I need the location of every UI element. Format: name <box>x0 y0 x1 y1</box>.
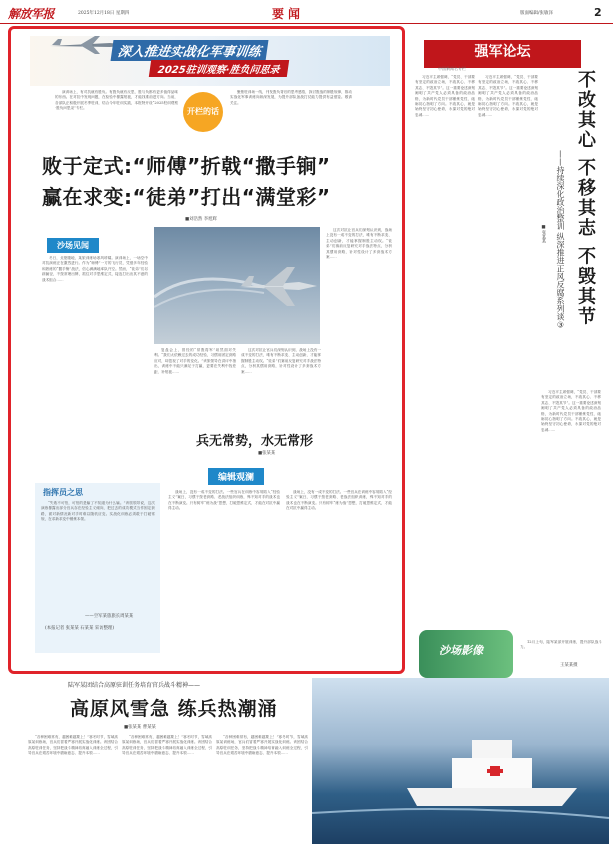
photo-label-text: 沙场影像 <box>439 644 483 657</box>
commander-box-title: 指挥员之思 <box>43 488 83 497</box>
main-byline: ■刘浩然 李旭辉 <box>185 217 217 222</box>
ship-photo-graphic <box>312 678 609 844</box>
editorial-tag: 编辑观澜 <box>208 468 264 485</box>
page-number: 2 <box>594 6 602 19</box>
commander-box <box>35 483 160 653</box>
column-subtitle: 中国新闻名专栏 <box>438 66 466 71</box>
feature-photo <box>154 227 320 344</box>
commander-box-text: “失败不可怕，可怕的是输了不知道为什么输。”该旅领导说，这次演练暴露出部分官兵存在经验主义倾向，把过去的成功模式当作固定套路，面对新情况新对手时难以随机应变。实战化训练必须敢于打破常规，在求新求变中锤炼本领。 <box>41 501 155 522</box>
article-column-1: 冬日，戈壁腹地，某旅训练场寒风呼啸。演训场上，一场空中对抗演练正在激烈进行。作为“师傅”一方的飞行员，凭借多年经验和熟练的“撒手锏”战法，信心满满地率队升空。然而，“徒弟”们另辟蹊径，不按常理出牌，抓住对手思维定式，接连打出出其不意的战术组合…… <box>42 256 148 282</box>
side-column-3: 习近平主席强调，“党员、干部要有坚定的政治立场，不改其心、不移其志、不毁其节”。这一重要论述深刻阐明了共产党人必须具备的政治品格，为新时代党员干部锤炼党性、砥砺初心指明了方向。不改其心，就是始终坚守初心使命，永葆对党的绝对忠诚…… <box>541 390 601 432</box>
section-tag-shachang: 沙场见闻 <box>47 238 99 253</box>
side-byline: ■张某某 <box>541 225 546 244</box>
commentary-headline: 兵无常势，水无常形 <box>196 434 314 449</box>
section-title: 要闻 <box>272 7 305 21</box>
masthead <box>0 0 613 24</box>
bottom-kicker: 陆军某团结合高原驻训任务培育官兵战斗精神—— <box>68 682 201 689</box>
article-column-2: 复盘会上，曾经的“常胜将军”坦然面对失利。“我们太依赖过去的成功经验，习惯用固定套路应对，却忽视了对手的变化。”该旅领导在讲评中指出，训练中不能只满足于打赢，更要在失利中找差距、补短板…… <box>154 348 236 374</box>
bottom-column-1: “各种困难常有，越困难越要上！”寒冬时节，雪域高原某训练场，官兵们冒着严寒开展实战化训练。该团结合高原驻训任务，坚持把战斗精神培育融入训练全过程，引导官兵在艰苦环境中磨砺意志、提升本领…… <box>28 735 118 756</box>
side-column-2: 习近平主席强调，“党员、干部要有坚定的政治立场，不改其心、不移其志、不毁其节”。这一重要论述深刻阐明了共产党人必须具备的政治品格，为新时代党员干部锤炼党性、砥砺初心指明了方向。不改其心，就是始终坚守初心使命，永葆对党的绝对忠诚…… <box>478 75 538 117</box>
jet-photo-graphic <box>154 227 320 344</box>
article-column-4: 这次对抗让官兵们深刻认识到，战场上没有一成不变的打法，唯有不断求变、主动创新，才能掌握制胜主动权。“徒弟”们赛前反复研究对手战法特点，分析其惯用套路，针对性设计了多套战术方案…… <box>326 228 392 260</box>
bottom-photo-ship <box>312 678 609 844</box>
main-headline-line2: 赢在求变:“徒弟”打出“满堂彩” <box>42 185 331 209</box>
editorial-column-1: 战场上，没有一成不变的打法。一些官兵在训练中容易陷入“经验主义”窠臼，习惯于按老套路、老战法组织训练，殊不知对手的战术也在不断演变。只有树牢“练为战”思想，打破思维定式，才能在对抗中赢得主动。 <box>168 490 280 511</box>
bottom-headline: 高原风雪急 练兵热潮涌 <box>70 698 278 720</box>
side-vertical-subheadline: ——持续深化政治整训 纵深推进正风反腐系列谈③ <box>556 150 565 330</box>
bottom-column-3: “各种困难常有，越困难越要上！”寒冬时节，雪域高原某训练场，官兵们冒着严寒开展实战化训练。该团结合高原驻训任务，坚持把战斗精神培育融入训练全过程，引导官兵在艰苦环境中磨砺意志、提升本领…… <box>216 735 308 756</box>
side-vertical-headline: 不改其心 不移其志 不毁其节 <box>575 70 596 327</box>
page-editor: 版面编辑/张敏泽 <box>520 11 554 16</box>
banner-subtitle: 2025驻训观察·胜负问思录 <box>149 60 289 77</box>
photo-label-badge <box>419 630 513 678</box>
commander-signature: ——空军某旅旅长周某某 <box>85 614 134 619</box>
intro-text-right: 聚焦驻训场一线，刊发胜负背后的思考感悟，探讨胜战的制胜规律，推动实战化军事训练向纵深发展，为提升部队备战打仗能力提供有益借鉴。敬请关注。 <box>230 90 352 105</box>
article-column-3: 这次对抗让官兵们深刻认识到，战场上没有一成不变的打法，唯有不断求变、主动创新，才能掌握制胜主动权。“徒弟”们赛前反复研究对手战法特点，分析其惯用套路，针对性设计了多套战术方案…… <box>241 348 321 374</box>
side-column-1: 习近平主席强调，“党员、干部要有坚定的政治立场，不改其心、不移其志、不毁其节”。这一重要论述深刻阐明了共产党人必须具备的政治品格，为新时代党员干部锤炼党性、砥砺初心指明了方向。不改其心，就是始终坚守初心使命，永葆对党的绝对忠诚…… <box>415 75 475 117</box>
editorial-column-2: 战场上，没有一成不变的打法。一些官兵在训练中容易陷入“经验主义”窠臼，习惯于按老套路、老战法组织训练，殊不知对手的战术也在不断演变。只有树牢“练为战”思想，打破思维定式，才能在对抗中赢得主动。 <box>286 490 392 511</box>
intro-text-left: 演训场上，有对抗就有胜负。有胜负就有反思，胜与负都有更多值得品味的东西。在对抗中发现问题，在检验中暴露短板，才能找准前进方向。当前，各部队正积极开展冬季驻训，结合今年驻训实践，本报特开设“2025驻训观察·胜负问思录”专栏。 <box>55 90 178 111</box>
column-title-qiangjun: 强军论坛 <box>424 40 581 68</box>
commentary-byline: ■张某某 <box>258 451 276 456</box>
newspaper-logo: 解放军报 <box>8 7 55 21</box>
banner-title: 深入推进实战化军事训练 <box>111 40 269 61</box>
photo-caption: 12月上旬，陆军某部开展训练，提升部队战斗力。 <box>520 640 602 650</box>
photo-credit: 王某某摄 <box>560 663 578 668</box>
main-headline-line1: 败于定式:“师傅”折戟“撒手锏” <box>42 154 331 178</box>
reporter-credit: (本报记者 张某某 石某某 采访整理) <box>45 626 115 631</box>
bottom-column-2: “各种困难常有，越困难越要上！”寒冬时节，雪域高原某训练场，官兵们冒着严寒开展实战化训练。该团结合高原驻训任务，坚持把战斗精神培育融入训练全过程，引导官兵在艰苦环境中磨砺意志、提升本领…… <box>122 735 212 756</box>
issue-date: 2025年12月18日 星期四 <box>78 11 130 16</box>
column-intro-badge: 开栏的话 <box>183 92 223 132</box>
bottom-byline: ■张某某 曹某某 <box>124 725 156 730</box>
